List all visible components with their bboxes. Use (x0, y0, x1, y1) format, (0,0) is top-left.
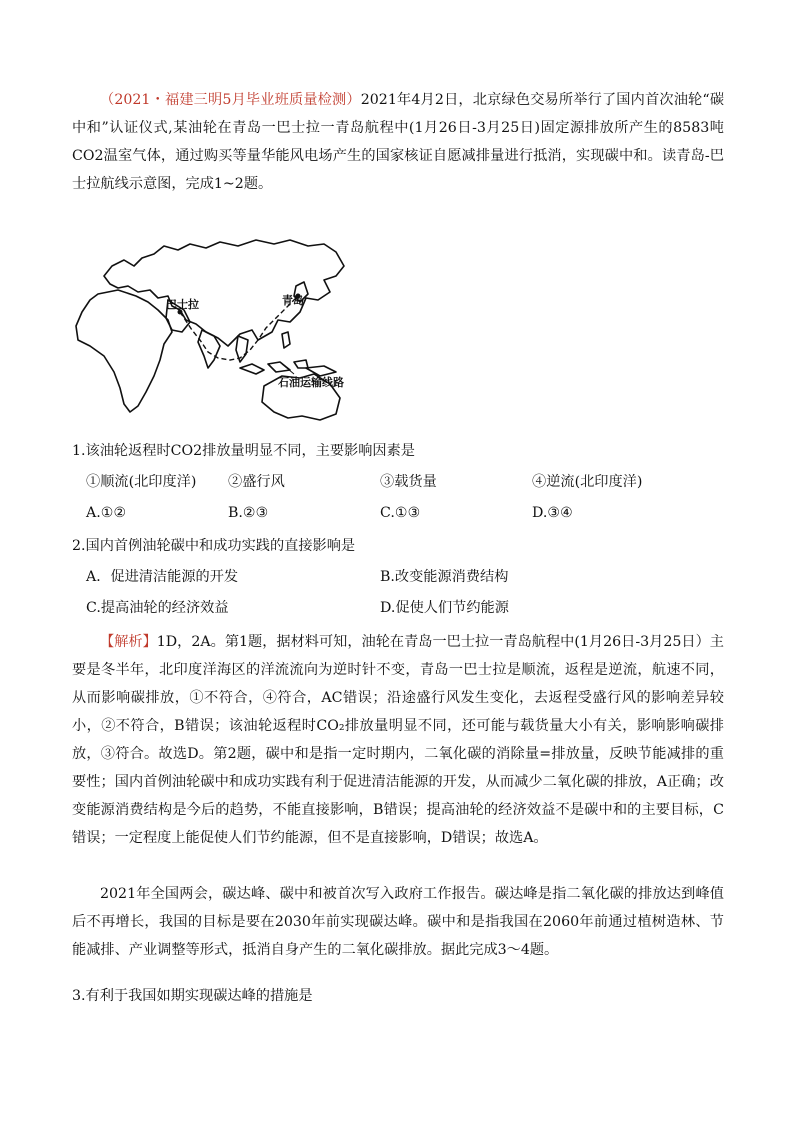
q1-choice-c: C.①③ (380, 505, 421, 521)
q2-choice-d: D.促使人们节约能源 (380, 600, 509, 616)
analysis-paragraph (72, 628, 724, 852)
question-3-stem: 3.有利于我国如期实现碳达峰的措施是 (72, 988, 313, 1004)
q2-choice-c: C.提高油轮的经济效益 (86, 600, 229, 616)
qingdao-label: 青岛 (282, 294, 304, 307)
q1-item-3: ③载货量 (380, 474, 437, 490)
route-map (68, 236, 390, 426)
indonesia-outline (240, 360, 308, 374)
route-label: 石油运输线路 (278, 376, 344, 389)
q1-choice-a: A.①② (86, 505, 127, 521)
basra-label: 巴士拉 (166, 298, 199, 311)
intro-paragraph (72, 86, 724, 198)
route-label-pointer (282, 364, 294, 374)
q1-item-1: ①顺流(北印度洋) (86, 474, 197, 490)
analysis-tag: 【解析】 (100, 634, 157, 650)
intro2-paragraph: 2021年全国两会，碳达峰、碳中和被首次写入政府工作报告。碳达峰是指二氧化碳的排放达到峰值后不再增长，我国的目标是要在2030年前实现碳达峰。碳中和是指我国在2060年前通过植树造林、节能减排、产业调整等形式，抵消自身产生的二氧化碳排放。据此完成3～4题。 (72, 886, 724, 958)
africa-outline (76, 290, 172, 412)
question-1-stem: 1.该油轮返程时CO2排放量明显不同，主要影响因素是 (72, 443, 415, 459)
q1-item-2: ②盛行风 (228, 474, 285, 490)
q1-item-4: ④逆流(北印度洋) (532, 474, 643, 490)
question-2-stem: 2.国内首例油轮碳中和成功实践的直接影响是 (72, 538, 356, 554)
india-outline (198, 330, 220, 368)
q2-choice-a: A．促进清洁能源的开发 (86, 569, 239, 585)
philippines-outline (282, 332, 290, 348)
analysis-text: 1D，2A。第1题，据材料可知，油轮在青岛一巴士拉一青岛航程中(1月26日-3月25日）主要是冬半年，北印度洋海区的洋流流向为逆时针不变，青岛一巴士拉是顺流，返程是逆流，航速不同，从而影响碳排放，①不符合，④符合，AC错误；沿途盛行风发生变化，去返程受盛行风的影响差异较小，②不符合，B错误；该油轮返程时CO₂排放量明显不同，还可能与载货量大小有关，影响影响碳排放，③符合。故选D。第2题，碳中和是指一定时期内，二氧化碳的消除量=排放量，反映节能减排的重要性；国内首例油轮碳中和成功实践有利于促进清洁能源的开发，从而减少二氧化碳的排放，A正确；改变能源消费结构是今后的趋势，不能直接影响，B错误；提高油轮的经济效益不是碳中和的主要目标，C错误；一定程度上能促使人们节约能源，但不是直接影响，D错误；故选A。 (72, 634, 724, 846)
route-map-svg (68, 236, 390, 426)
question-source: （2021・福建三明5月毕业班质量检测） (100, 92, 361, 108)
q1-choice-b: B.②③ (228, 505, 269, 521)
intro-text: 2021年4月2日，北京绿色交易所举行了国内首次油轮“碳中和”认证仪式,某油轮在青岛一巴士拉一青岛航程中(1月26日-3月25日)固定源排放所产生的8583吨CO2温室气体，通过购买等量华能风电场产生的国家核证自愿减排量进行抵消，实现碳中和。读青岛-巴士拉航线示意图，完成1~2题。 (72, 92, 725, 192)
q2-choice-b: B.改变能源消费结构 (380, 569, 509, 585)
q1-choice-d: D.③④ (532, 505, 573, 521)
